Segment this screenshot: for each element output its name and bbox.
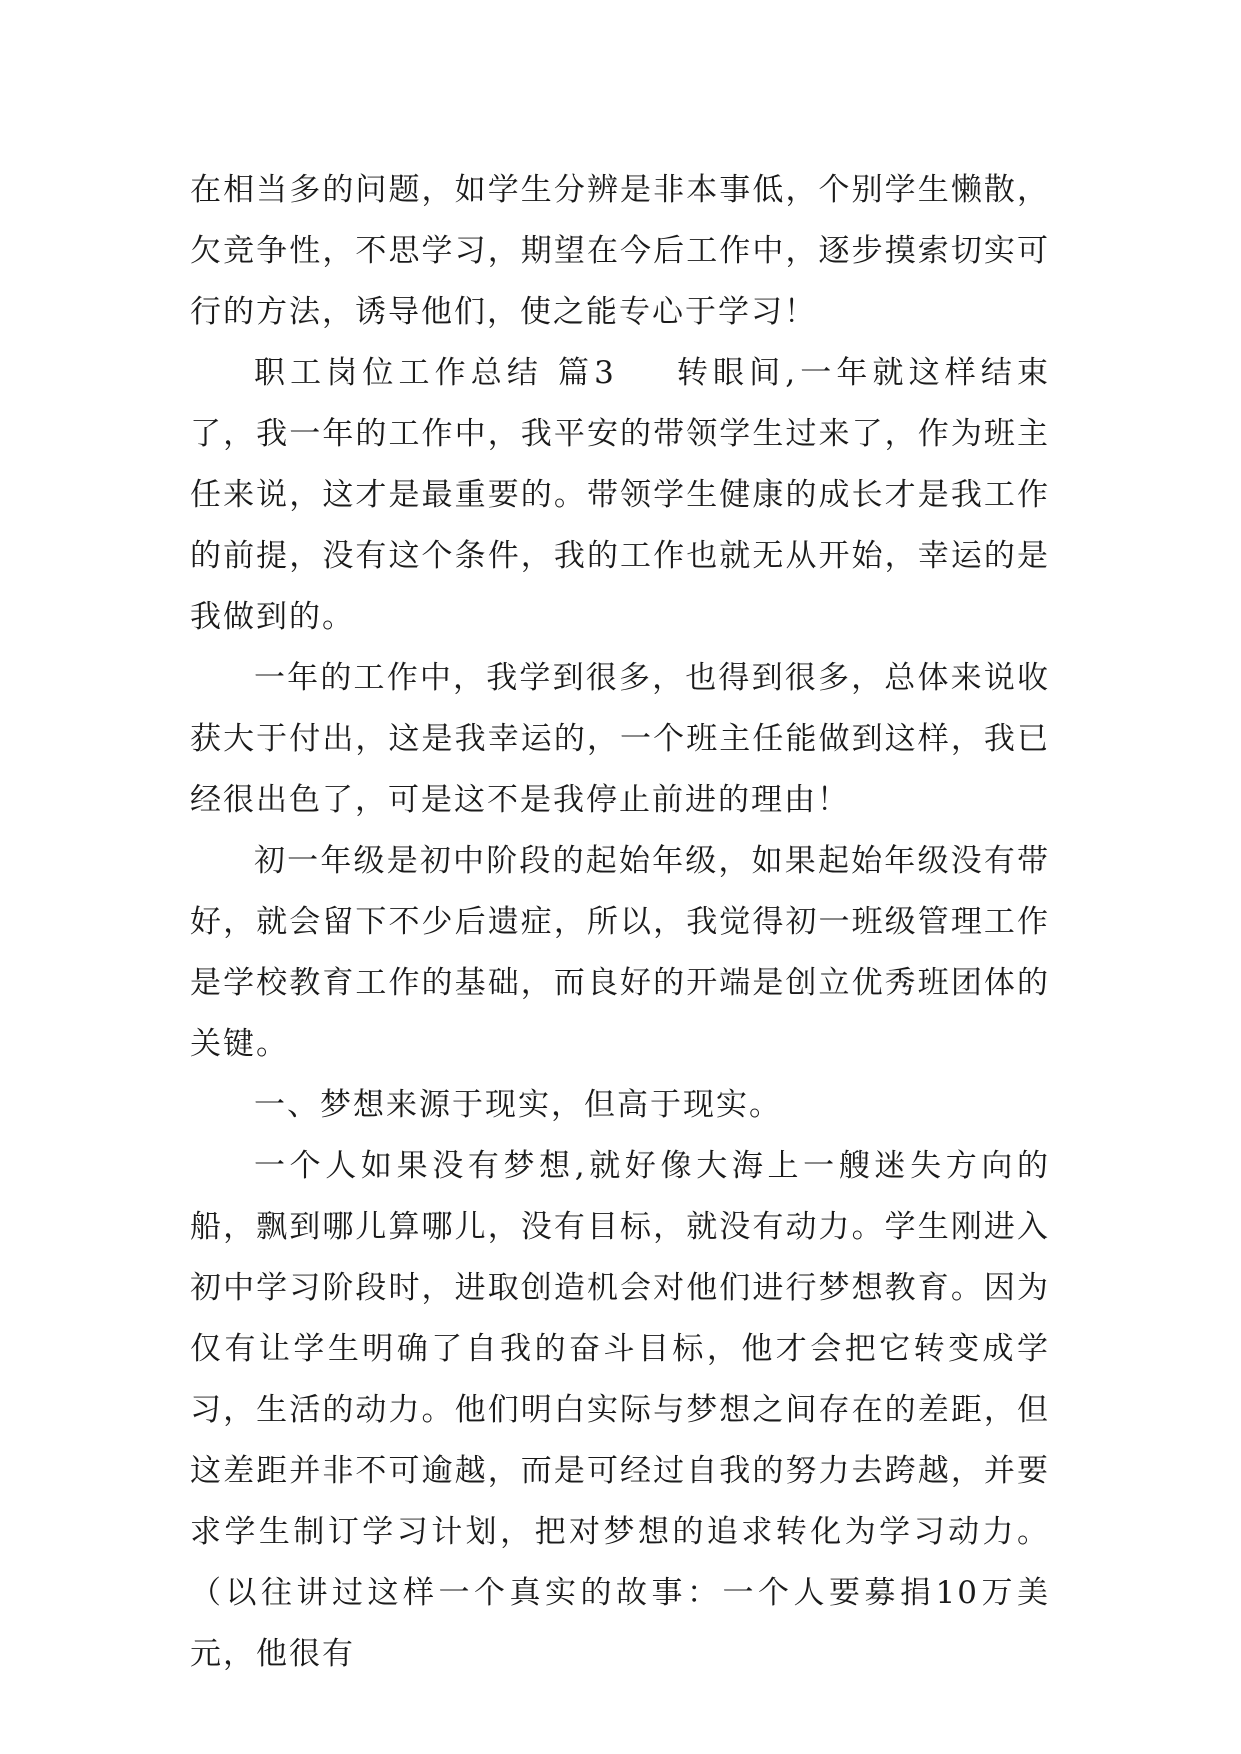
paragraph-continuation (190, 160, 1050, 343)
paragraph (190, 1136, 1050, 1685)
paragraph (190, 831, 1050, 1075)
subheading (190, 1075, 1050, 1136)
paragraph-text: 初一年级是初中阶段的起始年级，如果起始年级没有带好，就会留下不少后遗症，所以，我觉得初一班级管理工作是学校教育工作的基础，而良好的开端是创立优秀班团体的关键。 (190, 843, 1050, 1062)
document-body (190, 160, 1050, 1685)
paragraph (190, 648, 1050, 831)
paragraph-text: 一个人如果没有梦想,就好像大海上一艘迷失方向的船，飘到哪儿算哪儿，没有目标，就没有动力。学生刚进入初中学习阶段时，进取创造机会对他们进行梦想教育。因为仅有让学生明确了自我的奋斗目标，他才会把它转变成学习，生活的动力。他们明白实际与梦想之间存在的差距，但这差距并非不可逾越，而是可经过自我的努力去跨越，并要求学生制订学习计划，把对梦想的追求转化为学习动力。（以往讲过这样一个真实的故事：一个人要募捐10万美元，他很有 (190, 1148, 1050, 1672)
paragraph-text: 一年的工作中，我学到很多，也得到很多，总体来说收获大于付出，这是我幸运的，一个班主任能做到这样，我已经很出色了，可是这不是我停止前进的理由！ (190, 660, 1050, 818)
paragraph-text: 在相当多的问题，如学生分辨是非本事低，个别学生懒散，欠竞争性，不思学习，期望在今后工作中，逐步摸索切实可行的方法，诱导他们，使之能专心于学习！ (190, 172, 1050, 330)
paragraph-section-heading (190, 343, 1050, 648)
subheading-text: 一、梦想来源于现实，但高于现实。 (254, 1087, 782, 1123)
section-heading: 职工岗位工作总结 篇3 (254, 355, 616, 391)
paragraph-text: 转眼间,一年就这样结束了，我一年的工作中，我平安的带领学生过来了，作为班主任来说，这才是最重要的。带领学生健康的成长才是我工作的前提，没有这个条件，我的工作也就无从开始，幸运的是我做到的。 (190, 355, 1050, 635)
